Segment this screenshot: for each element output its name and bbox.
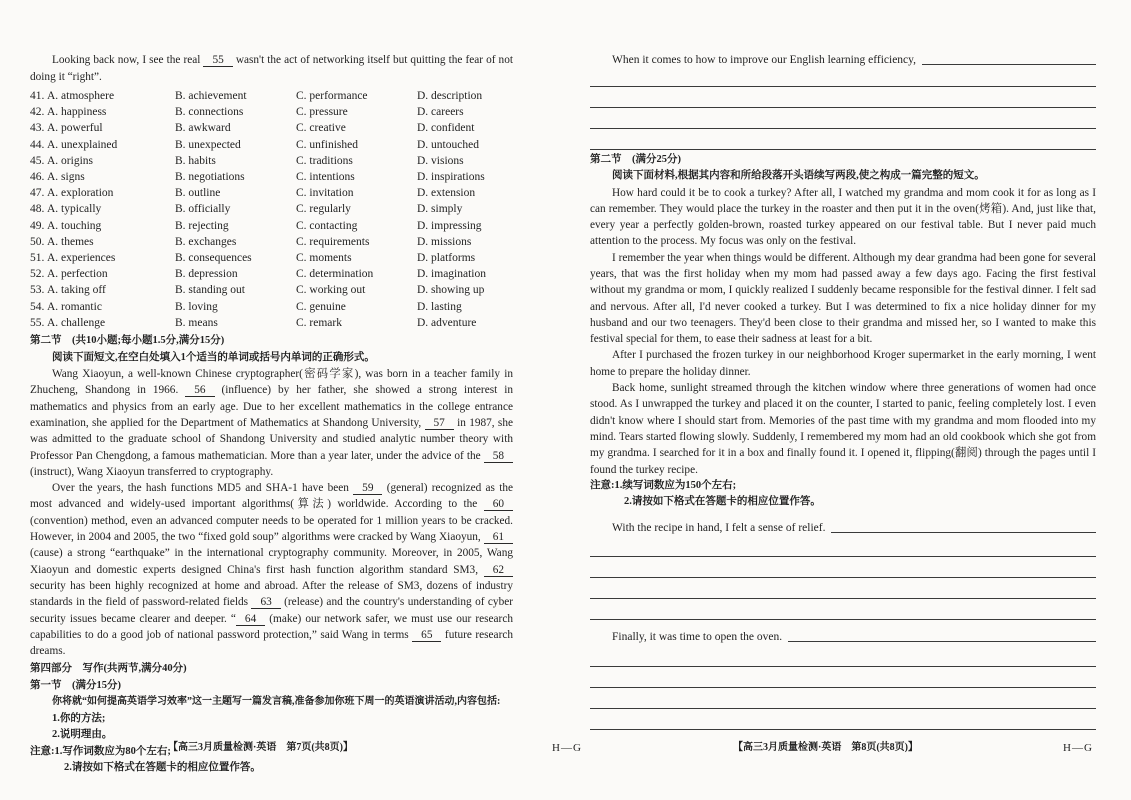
option-b: B. standing out bbox=[175, 284, 245, 297]
writing-note-2: 2.请按如下格式在答题卡的相应位置作答。 bbox=[64, 762, 261, 774]
cloze-passage bbox=[30, 366, 513, 659]
writing-task: 你将就“如何提高英语学习效率”这一主题写一篇发言稿,准备参加你班下周一的英语演讲活动,内容包括: bbox=[52, 696, 501, 708]
writing-note-1: 注意:1.写作词数应为80个左右; bbox=[30, 745, 171, 757]
option-c: C. moments bbox=[296, 252, 352, 265]
continuation-lead-text: Finally, it was time to open the oven. bbox=[612, 631, 783, 644]
option-b: B. officially bbox=[175, 203, 231, 216]
writing-line bbox=[590, 667, 1096, 688]
continuation-lead-row bbox=[590, 520, 1096, 537]
writing-point-2: 2.说明理由。 bbox=[52, 729, 113, 741]
option-b: B. achievement bbox=[175, 90, 247, 102]
cloze-paragraph: Over the years, the hash functions MD5 and SHA-1 have been 59 (general) recognized as the most advanced and widely-used important algorithms(算法) worldwide. According to the 60 (convention) method, even an advanced computer needs to be operated for 1 million years to be cracked. However, in 2004 and 2005, the two “fixed gold soup” algorithms were cracked by Wang Xiaoyun, 61 (cause) a strong “earthquake” in the international cryptography community. Moreover, in 2005, Wang Xiaoyun and domestic experts designed China's first hash function algorithm standard SM3, 62 security has been highly recognized at home and abroad. After the release of SM3, dozens of industry standards in the field of password-related fields 63 (release) and the country's understanding of cyber security issues became clearer and deeper. “ 64 (make) our network safer, we must use our research capabilities to do a good job of national password protection,” said Wang in terms 65 future research dreams. bbox=[30, 482, 514, 658]
question-number: 50. bbox=[30, 235, 45, 248]
section2-heading: 第二节 (共10小题;每小题1.5分,满分15分) bbox=[30, 335, 225, 347]
option-d: D. inspirations bbox=[417, 171, 485, 184]
question-number: 55. bbox=[30, 316, 45, 329]
story-paragraph: After I purchased the frozen turkey in our neighborhood Kroger supermarket in the early morning, I went home to prepare the holiday dinner. bbox=[590, 349, 1096, 378]
option-d: D. imagination bbox=[417, 268, 486, 281]
option-b: B. rejecting bbox=[175, 219, 229, 232]
speech-prompt-row bbox=[590, 52, 1096, 69]
writing-line bbox=[590, 688, 1096, 709]
option-b: B. means bbox=[175, 316, 218, 329]
speech-prompt-text: When it comes to how to improve our English learning efficiency, bbox=[612, 54, 917, 66]
continuation-note-2: 2.请按如下格式在答题卡的相应位置作答。 bbox=[624, 496, 821, 508]
cloze-blank-55: 55 bbox=[203, 54, 232, 67]
question-row bbox=[30, 169, 513, 185]
option-c: C. contacting bbox=[296, 219, 358, 232]
option-b: B. negotiations bbox=[175, 171, 245, 184]
option-a: A. touching bbox=[47, 219, 102, 232]
writing-line bbox=[590, 129, 1096, 150]
option-c: C. invitation bbox=[296, 187, 354, 200]
option-d: D. simply bbox=[417, 203, 463, 216]
question-number: 41. bbox=[30, 90, 45, 102]
left-page bbox=[30, 52, 513, 777]
option-a: A. signs bbox=[47, 171, 85, 184]
cloze-blank-61: 61 bbox=[484, 531, 513, 544]
writing-line bbox=[590, 536, 1096, 557]
question-row bbox=[30, 185, 513, 201]
continuation-answer-area bbox=[590, 520, 1096, 730]
writing-line bbox=[590, 557, 1096, 578]
answer-line bbox=[788, 629, 1096, 642]
cloze-blank-63: 63 bbox=[251, 596, 280, 609]
option-a: A. happiness bbox=[47, 106, 107, 119]
option-b: B. exchanges bbox=[175, 235, 237, 248]
intro-text-line2: it “right”. bbox=[58, 70, 102, 83]
option-c: C. intentions bbox=[296, 171, 355, 184]
speech-answer-lines bbox=[590, 69, 1096, 150]
option-a: A. perfection bbox=[47, 268, 108, 281]
cloze-blank-62: 62 bbox=[484, 564, 513, 577]
continuation-passage bbox=[590, 185, 1096, 478]
option-a: A. experiences bbox=[47, 252, 116, 265]
option-a: A. origins bbox=[47, 154, 93, 167]
option-d: D. visions bbox=[417, 154, 464, 167]
intro-paragraph bbox=[30, 52, 513, 85]
cloze-blank-56: 56 bbox=[185, 384, 214, 397]
option-a: A. unexplained bbox=[47, 138, 118, 151]
writing-line bbox=[590, 108, 1096, 129]
option-d: D. platforms bbox=[417, 252, 476, 265]
question-row bbox=[30, 201, 513, 217]
continuation-lead-text: With the recipe in hand, I felt a sense of relief. bbox=[612, 521, 826, 534]
question-number: 51. bbox=[30, 252, 45, 265]
option-a: A. exploration bbox=[47, 187, 114, 200]
question-number: 45. bbox=[30, 154, 45, 167]
writing-point-1: 1.你的方法; bbox=[52, 712, 106, 724]
option-a: A. romantic bbox=[47, 300, 102, 313]
option-c: C. pressure bbox=[296, 106, 348, 119]
option-d: D. careers bbox=[417, 106, 464, 119]
question-row bbox=[30, 282, 513, 298]
left-page-code: H—G bbox=[552, 742, 582, 754]
option-c: C. regularly bbox=[296, 203, 351, 216]
multiple-choice-questions bbox=[30, 88, 513, 331]
writing-line bbox=[590, 87, 1096, 108]
cloze-blank-60: 60 bbox=[484, 498, 513, 511]
question-number: 52. bbox=[30, 268, 45, 281]
question-row bbox=[30, 218, 513, 234]
cloze-blank-64: 64 bbox=[236, 613, 265, 626]
continuation-instruction: 阅读下面材料,根据其内容和所给段落开头语续写两段,使之构成一篇完整的短文。 bbox=[612, 170, 985, 181]
option-a: A. challenge bbox=[47, 316, 106, 329]
option-b: B. unexpected bbox=[175, 138, 241, 151]
question-row bbox=[30, 250, 513, 266]
question-row bbox=[30, 234, 513, 250]
question-row bbox=[30, 266, 513, 282]
option-d: D. missions bbox=[417, 235, 472, 248]
writing-line bbox=[590, 646, 1096, 667]
option-c: C. remark bbox=[296, 316, 342, 329]
cloze-blank-57: 57 bbox=[425, 417, 454, 430]
question-row bbox=[30, 88, 513, 104]
part4-heading: 第四部分 写作(共两节,满分40分) bbox=[30, 663, 187, 675]
question-number: 42. bbox=[30, 106, 45, 119]
option-b: B. depression bbox=[175, 268, 238, 281]
option-b: B. outline bbox=[175, 187, 221, 200]
option-d: D. confident bbox=[417, 122, 475, 135]
option-d: D. impressing bbox=[417, 219, 482, 232]
option-a: A. powerful bbox=[47, 122, 103, 135]
option-b: B. consequences bbox=[175, 252, 252, 265]
left-page-footer: 【高三3月质量检测·英语 第7页(共8页)】 bbox=[168, 742, 353, 753]
continuation-block-1 bbox=[590, 520, 1096, 621]
writing-line bbox=[590, 599, 1096, 620]
option-c: C. performance bbox=[296, 90, 368, 102]
intro-text-after-blank: wasn't the act of networking itself but quitting the fear of not doing bbox=[30, 54, 513, 83]
question-row bbox=[30, 299, 513, 315]
option-c: C. unfinished bbox=[296, 138, 358, 151]
option-c: C. creative bbox=[296, 122, 346, 135]
option-c: C. traditions bbox=[296, 154, 353, 167]
option-c: C. working out bbox=[296, 284, 366, 297]
option-d: D. untouched bbox=[417, 138, 479, 151]
option-d: D. adventure bbox=[417, 316, 477, 329]
story-paragraph: Back home, sunlight streamed through the kitchen window where three generations of women had once stood. As I unwrapped the turkey and placed it on the counter, I started to panic, feeling completely lost. I even didn't know where I should start from. Memories of the past time with my grandma and mom flooded into my mind. Tears started flowing slowly. Suddenly, I remembered my mom had an old cookbook which she got from my grandma. I searched for it in a box and finally found it. I opened it, flipping(翻阅) through the pages until I found the turkey recipe. bbox=[590, 382, 1096, 476]
question-number: 43. bbox=[30, 122, 45, 135]
question-number: 46. bbox=[30, 171, 45, 184]
option-d: D. extension bbox=[417, 187, 476, 200]
option-b: B. loving bbox=[175, 300, 218, 313]
option-d: D. showing up bbox=[417, 284, 485, 297]
right-page-code: H—G bbox=[1063, 742, 1093, 754]
continuation-section-heading: 第二节 (满分25分) bbox=[590, 153, 681, 165]
question-number: 53. bbox=[30, 284, 45, 297]
option-c: C. requirements bbox=[296, 235, 370, 248]
continuation-block-2 bbox=[590, 629, 1096, 730]
option-d: D. lasting bbox=[417, 300, 462, 313]
intro-text-before-blank: Looking back now, I see the real bbox=[52, 54, 201, 66]
answer-line bbox=[922, 52, 1096, 65]
cloze-blank-58: 58 bbox=[484, 450, 513, 463]
question-row bbox=[30, 315, 513, 331]
option-b: B. connections bbox=[175, 106, 244, 119]
right-page bbox=[590, 52, 1096, 730]
writing-line bbox=[590, 578, 1096, 599]
question-row bbox=[30, 104, 513, 120]
story-paragraph: How hard could it be to cook a turkey? After all, I watched my grandma and mom cook it for as long as I can remember. They would place the turkey in the roaster and then put it in the oven(烤箱). And, just like that, every year a perfectly golden-brown, roasted turkey appeared on our festival table. But I never paid much attention to the process. My focus was only on the festival. bbox=[590, 186, 1096, 248]
question-row bbox=[30, 153, 513, 169]
question-number: 49. bbox=[30, 219, 45, 232]
option-c: C. determination bbox=[296, 268, 374, 281]
question-row bbox=[30, 137, 513, 153]
cloze-blank-65: 65 bbox=[412, 629, 441, 642]
right-page-footer: 【高三3月质量检测·英语 第8页(共8页)】 bbox=[733, 742, 918, 753]
option-a: A. typically bbox=[47, 203, 102, 216]
question-number: 44. bbox=[30, 138, 45, 151]
writing-line bbox=[590, 709, 1096, 730]
option-a: A. themes bbox=[47, 235, 94, 248]
question-number: 48. bbox=[30, 203, 45, 216]
option-a: A. atmosphere bbox=[47, 90, 115, 102]
question-number: 54. bbox=[30, 300, 45, 313]
story-paragraph: I remember the year when things would be different. Although my dear grandma had been gone for several years, that was the first holiday when my mom had passed away a few days ago. Facing the first festival without my grandma or mom, I quickly realized I suddenly became responsible for the festival dinner. I felt sad and nervous. After all, I'd never cooked a turkey. But I was determined to fix a nice holiday dinner for my husband and our two teenagers. They'd been close to their grandma and missed her, so I wanted to make this festival special for them, to ease their sadness at least for a bit. bbox=[590, 251, 1096, 346]
continuation-note-1: 注意:1.续写词数应为150个左右; bbox=[590, 479, 737, 491]
option-d: D. description bbox=[417, 90, 483, 102]
option-c: C. genuine bbox=[296, 300, 346, 313]
continuation-lead-row bbox=[590, 629, 1096, 646]
option-b: B. awkward bbox=[175, 122, 231, 135]
question-row bbox=[30, 120, 513, 136]
answer-line bbox=[831, 520, 1096, 533]
writing-line bbox=[590, 69, 1096, 87]
section2-instruction: 阅读下面短文,在空白处填入1个适当的单词或括号内单词的正确形式。 bbox=[52, 351, 375, 363]
part4-section1-heading: 第一节 (满分15分) bbox=[30, 679, 121, 691]
option-a: A. taking off bbox=[47, 284, 106, 297]
cloze-paragraph: Wang Xiaoyun, a well-known Chinese cryptographer(密码学家), was born in a teacher family in Zhucheng, Shandong in 1966. 56 (influence) by her father, she showed a strong interest in mathematics and physics from an early age. Due to her excellent mathematics in the college entrance examination, she applied for the Department of Mathematics at Shandong University, 57 in 1987, she was admitted to the graduate school of Shandong University and studied analytic number theory with Professor Pan Chengdong, a famous mathematician. More than a year later, under the advice of the 58 (instruct), Wang Xiaoyun transferred to cryptography. bbox=[30, 368, 513, 478]
cloze-blank-59: 59 bbox=[353, 482, 382, 495]
question-number: 47. bbox=[30, 187, 45, 200]
option-b: B. habits bbox=[175, 154, 216, 167]
